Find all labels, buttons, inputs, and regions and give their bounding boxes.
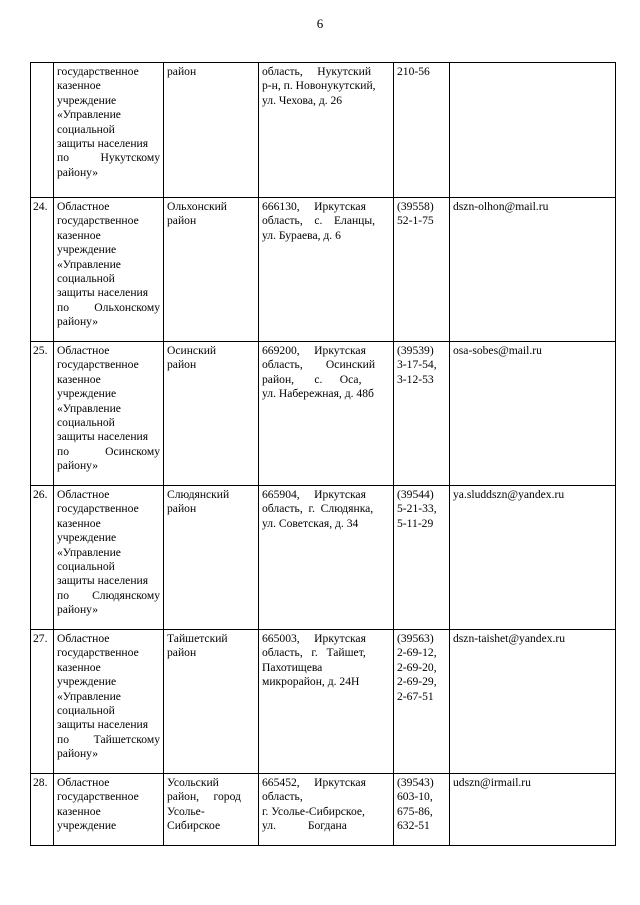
name-line: району» [57, 603, 99, 617]
name-line: району» [57, 459, 99, 473]
name-word: по [57, 151, 70, 165]
email-text: dszn-taishet@yandex.ru [453, 632, 566, 645]
address [259, 342, 394, 486]
name-line: «Управление [57, 545, 121, 559]
name-line: учреждение [57, 387, 117, 401]
name-line: государственное [57, 214, 139, 228]
phone-line: 52-1-75 [397, 214, 434, 228]
address-line: область, [262, 790, 303, 804]
name-word: Осинскому [105, 444, 160, 458]
table-row [31, 774, 616, 846]
institution-name [54, 342, 164, 486]
name-line: «Управление [57, 401, 121, 415]
table-body [31, 63, 616, 846]
address-line: 666130, Иркутская [262, 200, 366, 213]
name-word: по [57, 444, 70, 458]
name-line: государственное [57, 646, 139, 660]
name-word: Ольхонскому [94, 300, 160, 314]
name-line: казенное [57, 660, 101, 674]
name-line: «Управление [57, 108, 121, 122]
name-line: защиты населения [57, 137, 149, 151]
address-line: г. Усолье-Сибирское, [262, 804, 365, 818]
row-number: 24. [31, 198, 54, 342]
row-number [31, 63, 54, 198]
district [164, 630, 259, 774]
name-word: Нукутскому [100, 151, 160, 165]
district-line: Усольский [167, 776, 219, 789]
district-line: район, город [167, 790, 241, 804]
name-line: «Управление [57, 689, 121, 703]
phone-line: (39539) [397, 344, 434, 357]
address-line: 665003, Иркутская [262, 632, 366, 645]
address-line: район, с. Оса, [262, 372, 362, 386]
district [164, 486, 259, 630]
address-line: область, Осинский [262, 358, 376, 372]
address-line: Пахотищева [262, 660, 323, 674]
phone-line: 2-69-12, [397, 646, 437, 660]
email [450, 63, 616, 198]
email [450, 198, 616, 342]
name-line: учреждение [57, 93, 117, 107]
row-number: 28. [31, 774, 54, 846]
name-line: социальной [57, 122, 115, 136]
name-line: социальной [57, 704, 115, 718]
name-line: району» [57, 315, 99, 329]
district-line: Тайшетский [167, 632, 228, 645]
phone-line: 2-67-51 [397, 689, 434, 703]
district-line: район [167, 358, 197, 372]
name-line: государственное [57, 790, 139, 804]
phone-line: 5-21-33, [397, 502, 437, 516]
phone-line: (39543) [397, 776, 434, 789]
table-row [31, 342, 616, 486]
phone-line: 675-86, [397, 804, 433, 818]
table-row [31, 486, 616, 630]
phone [394, 63, 450, 198]
phone [394, 198, 450, 342]
phone-line: (39558) [397, 200, 434, 213]
phone-line: (39544) [397, 488, 434, 501]
district-line: район [167, 214, 197, 228]
row-number: 25. [31, 342, 54, 486]
institution-name [54, 774, 164, 846]
district [164, 198, 259, 342]
name-line [57, 301, 160, 315]
phone-line: 3-17-54, [397, 358, 437, 372]
name-word: Тайшетскому [93, 732, 160, 746]
address-line: область, г. Слюдянка, [262, 502, 374, 516]
phone-line: 603-10, [397, 790, 433, 804]
district [164, 342, 259, 486]
phone-line: 2-69-29, [397, 675, 437, 689]
district-line: район [167, 65, 197, 78]
email [450, 630, 616, 774]
address-line: 669200, Иркутская [262, 344, 366, 357]
district-line: Слюдянский [167, 488, 230, 501]
name-line: защиты населения [57, 286, 149, 300]
district-line: Ольхонский [167, 200, 227, 213]
table-row [31, 63, 616, 198]
address [259, 630, 394, 774]
name-line [57, 151, 160, 165]
phone [394, 342, 450, 486]
institution-name [54, 486, 164, 630]
name-line: социальной [57, 272, 115, 286]
email-text: ya.sluddszn@yandex.ru [453, 488, 565, 501]
name-line: учреждение [57, 243, 117, 257]
phone-line: 632-51 [397, 819, 430, 833]
name-line: учреждение [57, 531, 117, 545]
name-line: государственное [57, 358, 139, 372]
row-number: 27. [31, 630, 54, 774]
address-line: 665904, Иркутская [262, 488, 366, 501]
name-line: казенное [57, 804, 101, 818]
name-line: району» [57, 747, 99, 761]
address-line: 665452, Иркутская [262, 776, 366, 789]
email-text: udszn@irmail.ru [453, 776, 531, 789]
address-line: ул. Чехова, д. 26 [262, 93, 343, 107]
name-line: казенное [57, 372, 101, 386]
institutions-table [30, 62, 616, 846]
name-line: району» [57, 165, 99, 179]
name-line: учреждение [57, 675, 117, 689]
table-row [31, 630, 616, 774]
address [259, 774, 394, 846]
name-line: казенное [57, 228, 101, 242]
phone-line: 3-12-53 [397, 372, 434, 386]
name-word: по [57, 300, 70, 314]
name-word: по [57, 588, 70, 602]
page-number: 6 [316, 16, 324, 31]
name-word: по [57, 732, 70, 746]
phone-line: 210-56 [397, 65, 430, 78]
row-number: 26. [31, 486, 54, 630]
address-line: ул. Бураева, д. 6 [262, 228, 341, 242]
address-line: область, Нукутский [262, 65, 372, 78]
email [450, 774, 616, 846]
district [164, 63, 259, 198]
email-text: dszn-olhon@mail.ru [453, 200, 549, 213]
phone-line: 5-11-29 [397, 516, 434, 530]
name-line: Областное [57, 632, 110, 645]
address [259, 486, 394, 630]
district [164, 774, 259, 846]
name-line: государственное [57, 65, 139, 78]
address-line: микрорайон, д. 24Н [262, 675, 360, 689]
address-line: область, г. Тайшет, [262, 646, 366, 660]
email [450, 486, 616, 630]
name-line: казенное [57, 79, 101, 93]
district-line: Усолье- [167, 804, 205, 818]
name-line: Областное [57, 776, 110, 789]
address-line: ул. Советская, д. 34 [262, 516, 359, 530]
address-line: р-н, п. Новонукутский, [262, 79, 376, 93]
name-line: государственное [57, 502, 139, 516]
table-row [31, 198, 616, 342]
name-line: защиты населения [57, 574, 149, 588]
name-line: защиты населения [57, 718, 149, 732]
name-line: социальной [57, 560, 115, 574]
email [450, 342, 616, 486]
name-line: «Управление [57, 257, 121, 271]
name-line [57, 445, 160, 459]
institution-name [54, 63, 164, 198]
name-line: социальной [57, 416, 115, 430]
name-line: Областное [57, 488, 110, 501]
address [259, 63, 394, 198]
institution-name [54, 630, 164, 774]
name-line: учреждение [57, 819, 117, 833]
phone [394, 486, 450, 630]
district-line: Осинский [167, 344, 217, 357]
address [259, 198, 394, 342]
district-line: Сибирское [167, 819, 221, 833]
email-text: osa-sobes@mail.ru [453, 344, 542, 357]
name-line [57, 733, 160, 747]
phone [394, 774, 450, 846]
name-line [57, 589, 160, 603]
address-line: ул. Богдана [262, 819, 347, 833]
name-word: Слюдянскому [92, 588, 160, 602]
name-line: защиты населения [57, 430, 149, 444]
district-line: район [167, 502, 197, 516]
name-line: казенное [57, 516, 101, 530]
name-line: Областное [57, 200, 110, 213]
phone-line: (39563) [397, 632, 434, 645]
phone-line: 2-69-20, [397, 660, 437, 674]
institution-name [54, 198, 164, 342]
phone [394, 630, 450, 774]
name-line: Областное [57, 344, 110, 357]
address-line: ул. Набережная, д. 48б [262, 387, 374, 401]
address-line: область, с. Еланцы, [262, 214, 376, 228]
district-line: район [167, 646, 197, 660]
